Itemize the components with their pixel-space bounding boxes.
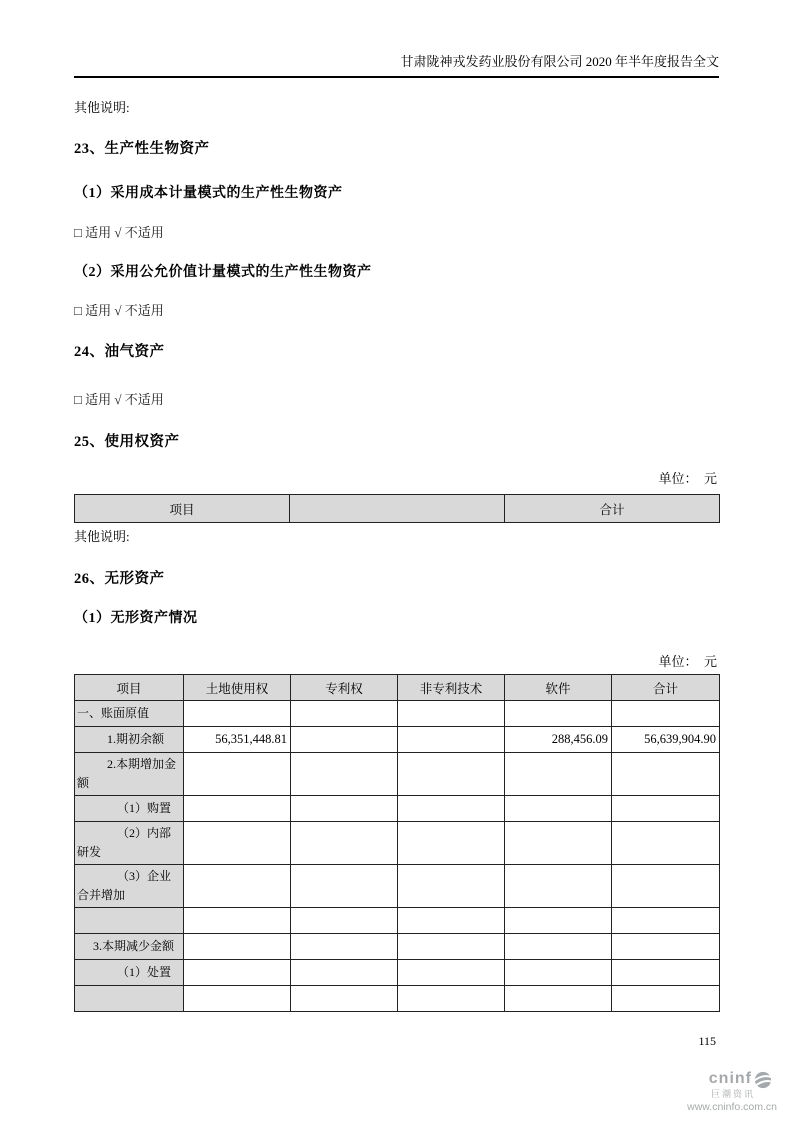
value-cell: 56,351,448.81 — [184, 727, 291, 753]
other-note-top: 其他说明: — [74, 100, 130, 115]
table-row — [75, 960, 720, 986]
header-cell-land-use-right: 土地使用权 — [184, 675, 291, 701]
header-cell-item: 项目 — [75, 495, 290, 523]
table-row — [75, 701, 720, 727]
cninfo-chinese-name: 巨潮资讯 — [710, 1088, 755, 1099]
row-label-cell: 3.本期减少金额 — [75, 934, 184, 960]
value-cell — [505, 986, 612, 1012]
value-cell — [505, 934, 612, 960]
section-23-title: 23、生产性生物资产 — [74, 141, 210, 157]
cninfo-swoosh-icon — [754, 1071, 772, 1089]
row-label-cell: 一、账面原值 — [75, 701, 184, 727]
value-cell — [291, 865, 398, 908]
unit-label-25: 单位： 元 — [658, 471, 717, 486]
value-cell — [291, 934, 398, 960]
other-note-mid: 其他说明: — [74, 529, 130, 544]
table-row — [75, 934, 720, 960]
section-25-title: 25、使用权资产 — [74, 434, 180, 450]
table-row — [75, 822, 720, 865]
unit-label-26: 单位： 元 — [658, 654, 717, 669]
value-cell — [184, 753, 291, 796]
value-cell — [184, 908, 291, 934]
value-cell — [398, 701, 505, 727]
value-cell: 56,639,904.90 — [612, 727, 720, 753]
value-cell — [184, 865, 291, 908]
row-label-cell — [75, 908, 184, 934]
value-cell — [291, 960, 398, 986]
header-cell-patent: 专利权 — [291, 675, 398, 701]
row-label-cell: （3）企业合并增加 — [75, 865, 184, 908]
value-cell — [291, 701, 398, 727]
header-cell-total: 合计 — [505, 495, 720, 523]
right-of-use-assets-table — [74, 494, 720, 523]
value-cell — [612, 960, 720, 986]
value-cell — [398, 727, 505, 753]
value-cell — [398, 865, 505, 908]
value-cell — [291, 822, 398, 865]
value-cell — [184, 796, 291, 822]
row-label-cell — [75, 986, 184, 1012]
section-26-title: 26、无形资产 — [74, 571, 165, 587]
value-cell — [398, 908, 505, 934]
table-row — [75, 908, 720, 934]
table-row — [75, 727, 720, 753]
value-cell — [612, 934, 720, 960]
document-header-title: 甘肃陇神戎发药业股份有限公司 2020 年半年度报告全文 — [74, 0, 719, 78]
row-label-cell: 1.期初余额 — [75, 727, 184, 753]
table-row — [75, 865, 720, 908]
row-label-cell: （1）购置 — [75, 796, 184, 822]
value-cell — [612, 822, 720, 865]
header-cell-non-patent-tech: 非专利技术 — [398, 675, 505, 701]
applicable-line-2: □ 适用 √ 不适用 — [74, 303, 164, 318]
value-cell — [291, 727, 398, 753]
value-cell — [505, 796, 612, 822]
cninfo-watermark — [687, 1070, 777, 1113]
value-cell — [612, 753, 720, 796]
value-cell — [184, 986, 291, 1012]
section-26-sub1-title: （1）无形资产情况 — [74, 611, 198, 626]
cninfo-logo-row — [687, 1070, 772, 1088]
header-cell-software: 软件 — [505, 675, 612, 701]
page-content — [74, 0, 719, 1049]
row-label-cell: （2）内部研发 — [75, 822, 184, 865]
section-24-title: 24、油气资产 — [74, 344, 165, 360]
value-cell — [612, 796, 720, 822]
value-cell — [398, 986, 505, 1012]
value-cell — [505, 865, 612, 908]
cninfo-url: www.cninfo.com.cn — [687, 1100, 777, 1113]
value-cell — [291, 753, 398, 796]
table-header-row — [75, 495, 720, 523]
value-cell: 288,456.09 — [505, 727, 612, 753]
table-header-row — [75, 675, 720, 701]
value-cell — [184, 960, 291, 986]
row-label-cell: 2.本期增加金额 — [75, 753, 184, 796]
cninfo-logo-text: cninf — [708, 1069, 752, 1087]
section-23-sub1-title: （1）采用成本计量模式的生产性生物资产 — [74, 186, 343, 201]
value-cell — [612, 701, 720, 727]
value-cell — [612, 908, 720, 934]
value-cell — [291, 986, 398, 1012]
value-cell — [398, 796, 505, 822]
header-cell-total: 合计 — [612, 675, 720, 701]
page-number: 115 — [698, 1034, 716, 1048]
row-label-cell: （1）处置 — [75, 960, 184, 986]
table-row — [75, 986, 720, 1012]
value-cell — [505, 822, 612, 865]
value-cell — [398, 822, 505, 865]
intangible-assets-table — [74, 674, 720, 1012]
value-cell — [505, 908, 612, 934]
value-cell — [398, 960, 505, 986]
applicable-line-3: □ 适用 √ 不适用 — [74, 392, 164, 407]
header-cell-empty — [290, 495, 505, 523]
value-cell — [398, 753, 505, 796]
value-cell — [612, 865, 720, 908]
value-cell — [184, 701, 291, 727]
header-cell-item: 项目 — [75, 675, 184, 701]
value-cell — [505, 701, 612, 727]
value-cell — [184, 822, 291, 865]
value-cell — [291, 908, 398, 934]
value-cell — [184, 934, 291, 960]
table-row — [75, 753, 720, 796]
value-cell — [505, 753, 612, 796]
applicable-line-1: □ 适用 √ 不适用 — [74, 225, 164, 240]
table-row — [75, 796, 720, 822]
value-cell — [612, 986, 720, 1012]
section-23-sub2-title: （2）采用公允价值计量模式的生产性生物资产 — [74, 265, 372, 280]
value-cell — [505, 960, 612, 986]
value-cell — [398, 934, 505, 960]
value-cell — [291, 796, 398, 822]
